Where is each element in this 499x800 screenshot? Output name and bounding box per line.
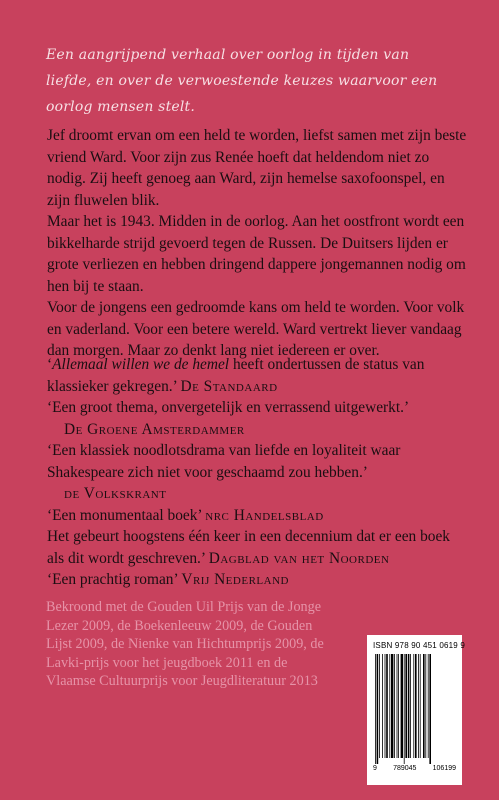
quote-source: de Volkskrant [64,485,167,502]
barcode-bar [389,654,390,758]
quote-source: nrc Handelsblad [205,506,324,524]
awards-text: Bekroond met de Gouden Uil Prijs van de Jonge Lezer 2009, de Boekenleeuw 2009, de Gouden Lijst 2009, de Nienke van Hichtumprijs 2009, de Lavki-prijs voor het jeugdboek 2011 en de Vlaamse Cultuurprijs voor Jeugdliteratuur 2013 [46,599,324,689]
quote-source: Dagblad van het Noorden [208,549,390,567]
quote-2: ‘Een groot thema, onvergetelijk en verrassend uitgewerkt.’ De Groene Amsterdammer [47,397,467,440]
quote-source: Vrij Nederland [181,571,289,588]
quote-1: ‘Allemaal willen we de hemel heeft ondertussen de status van klassieker gekregen.’ De Standaard [47,356,425,395]
barcode-digits: 9 789045 106199 [373,765,456,772]
barcode-bar [394,654,395,758]
barcode-bar [429,654,431,764]
barcode-bar [397,654,398,758]
blurb-paragraph-1: Jef droomt ervan om een held te worden, liefst samen met zijn beste vriend Ward. Voor zijn zus Renée hoeft dat heldendom niet zo nodig. Zij heeft genoeg aan Ward, zijn hemelse saxofoonspel, en zijn fluwelen blik. [47,127,467,209]
barcode-bar [386,654,388,758]
quote-source: De Groene Amsterdammer [64,420,245,438]
tagline: Een aangrijpend verhaal over oorlog in tijden van liefde, en over de verwoestende keuzes waarvoor een oorlog mensen stelt. [46,47,438,115]
barcode-bar [413,654,414,758]
barcode-bar [382,654,383,758]
barcode-bar [398,654,399,758]
book-title: Allemaal willen we de hemel [52,356,230,373]
barcode-bar [428,654,429,758]
barcode-bar [385,654,386,758]
quote-6: ‘Een prachtig roman’ Vrij Nederland [47,571,289,588]
barcode-bar [377,654,379,764]
barcode-bar [410,654,411,758]
barcode-bar [420,654,421,758]
barcode-bar [425,654,426,758]
barcode-bar [405,654,407,758]
quote-5: Het gebeurt hoogstens één keer in een decennium dat er een boek als dit wordt geschreven.’ Dagblad van het Noorden [47,528,450,567]
isbn-label: ISBN 978 90 451 0619 9 [373,641,466,650]
barcode-bar [418,654,419,758]
quote-3: ‘Een klassiek noodlotsdrama van liefde en loyaliteit waar Shakespeare zich niet voor geschaamd zou hebben.’ de Volkskrant [47,440,467,505]
barcode-bar [375,654,376,764]
barcode-bar [408,654,410,758]
quote-4: ‘Een monumentaal boek’ nrc Handelsblad [47,506,324,524]
barcode-bar [404,654,405,764]
blurb [47,125,467,362]
press-quotes [47,354,467,591]
barcode-bar [423,654,425,758]
barcode-bar [415,654,417,758]
barcode-bar [391,654,393,758]
barcode-bar [379,654,380,758]
blurb-paragraph-3: Voor de jongens een gedroomde kans om held te worden. Voor volk en vaderland. Voor een betere wereld. Ward vertrekt liever vandaag dan morgen. Maar zo denkt lang niet iedereen er over. [47,299,465,359]
barcode [367,635,466,785]
blurb-paragraph-2: Maar het is 1943. Midden in de oorlog. Aan het oostfront wordt een bikkelharde strijd gevoerd tegen de Russen. De Duitsers lijden er grote verliezen en hebben dringend dappere jongemannen nodig om hen bij te staan. [47,213,466,295]
barcode-bar [401,654,403,758]
barcode-bars [373,654,456,764]
quote-source: De Standaard [180,377,278,395]
